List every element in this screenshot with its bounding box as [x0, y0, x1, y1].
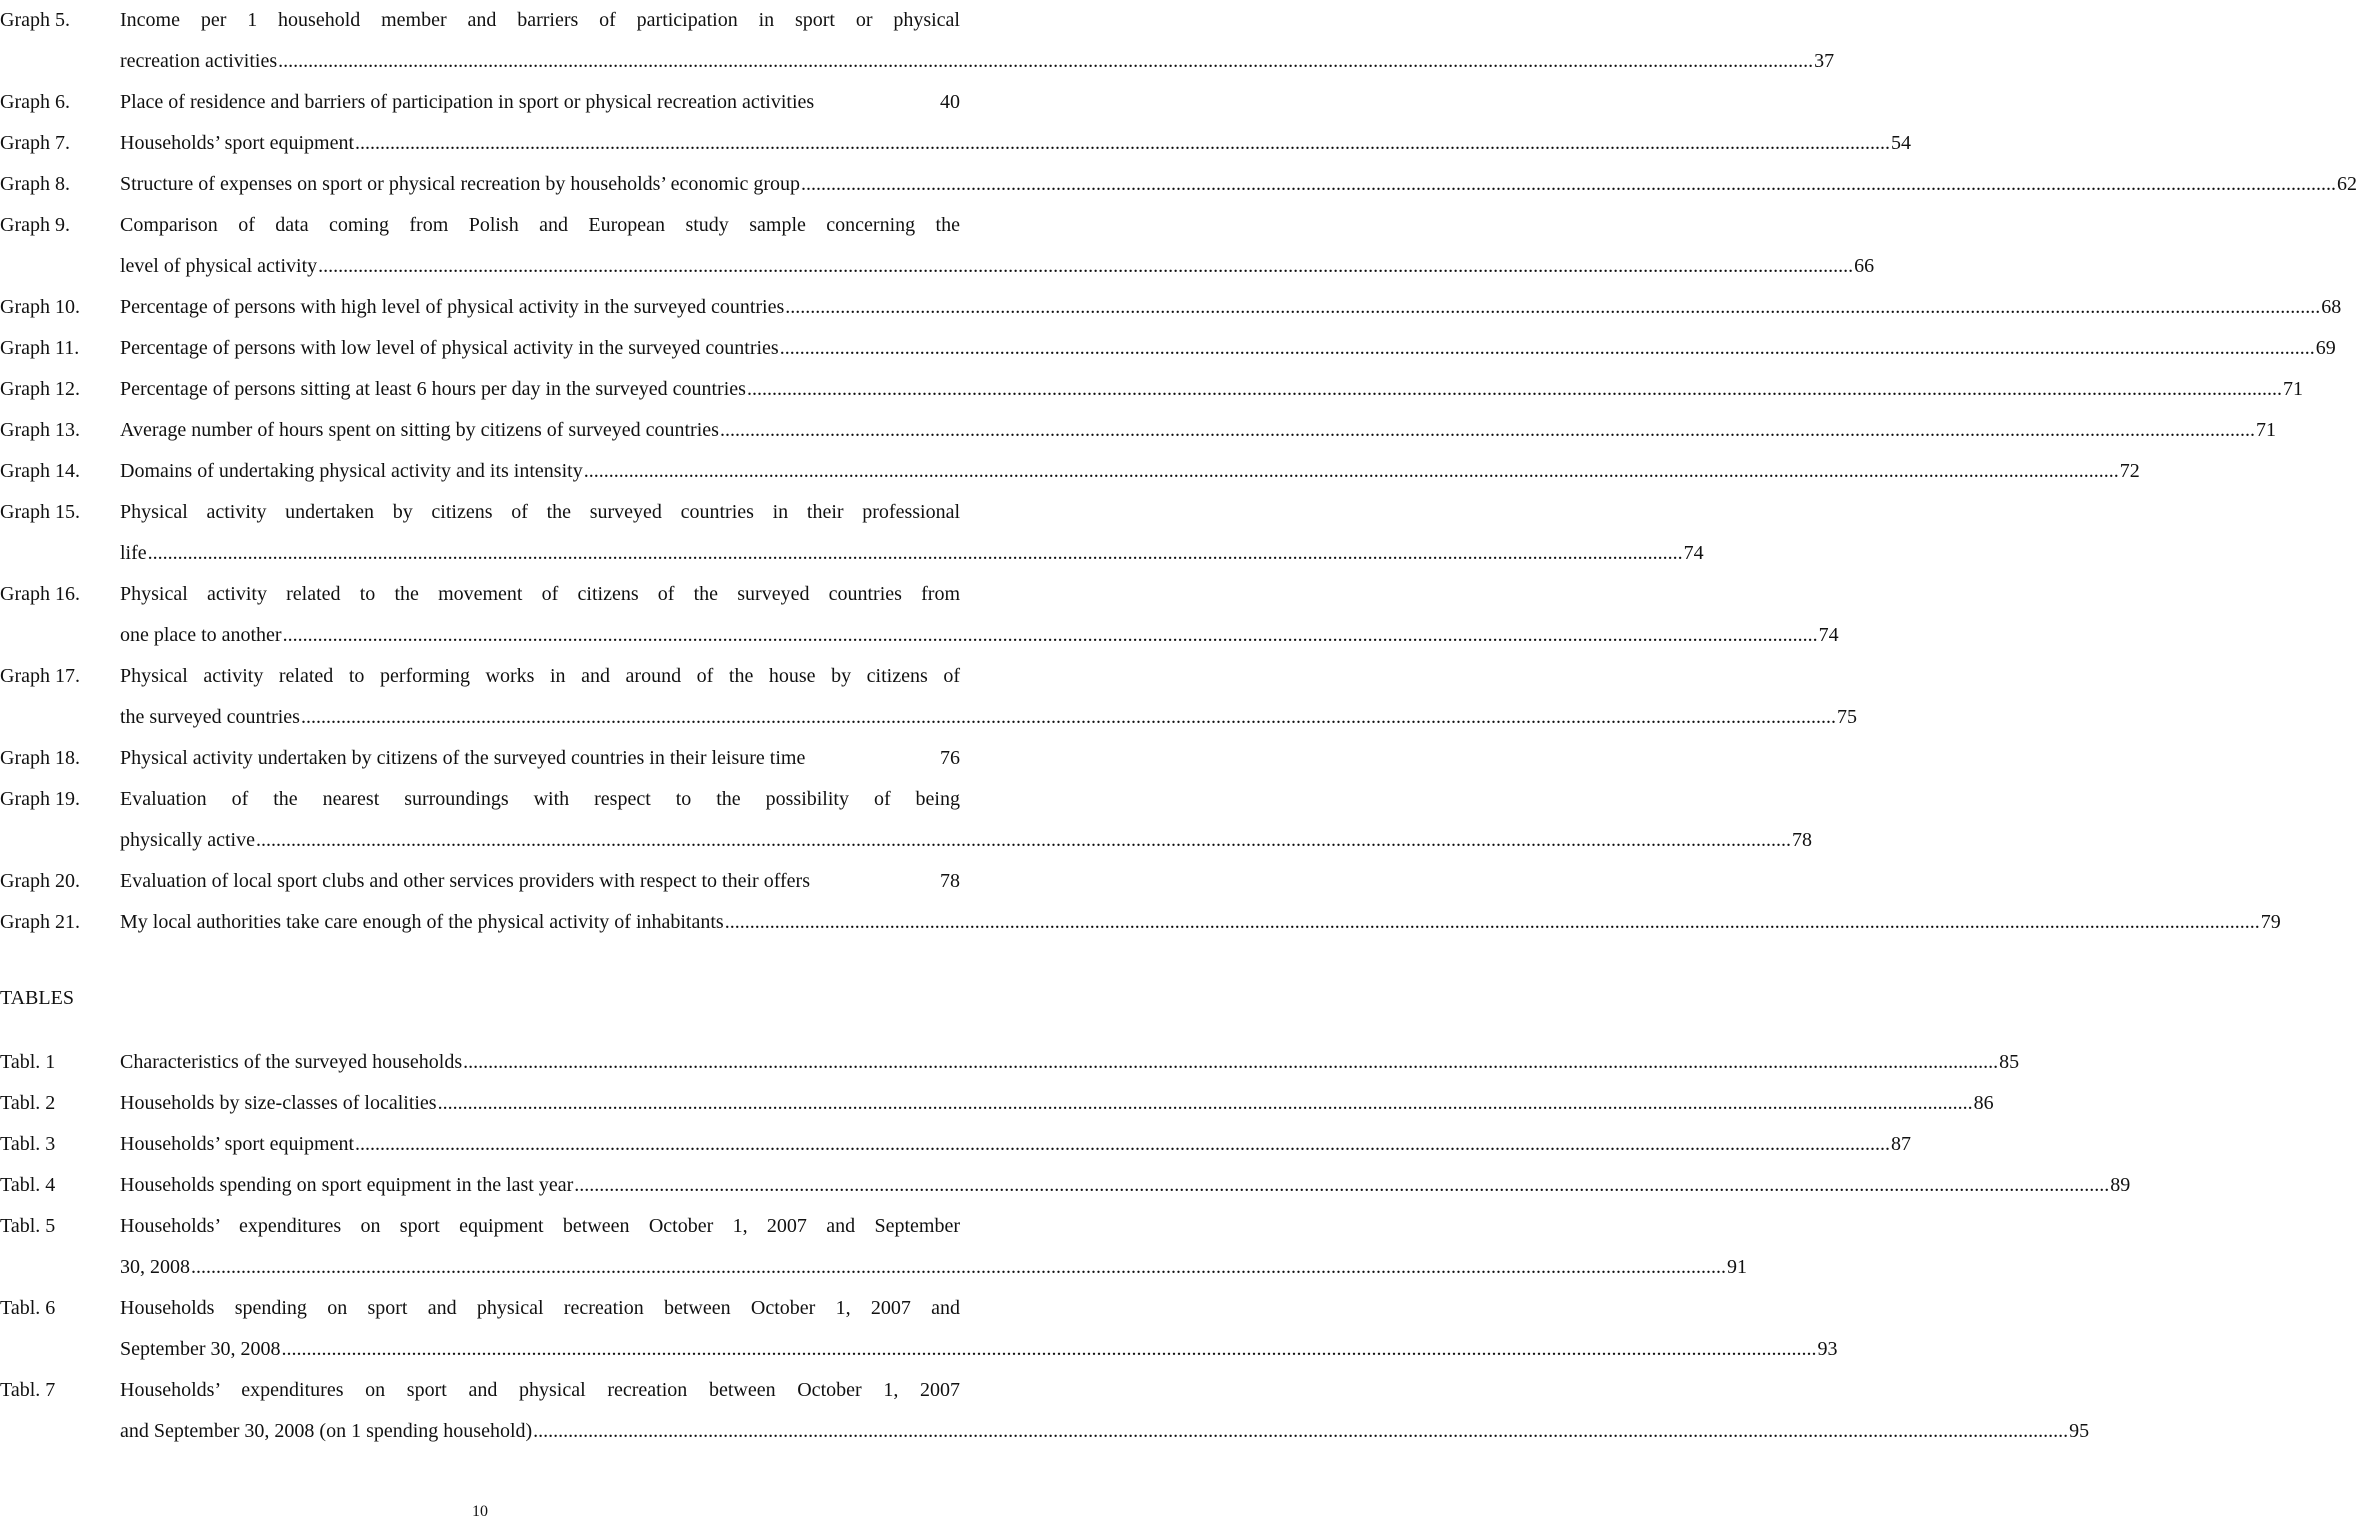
table-entry-label: Tabl. 7	[0, 1379, 56, 1401]
graph-entry-text	[120, 123, 1912, 164]
graph-entry-title-line: Physical activity related to performing works in and around of the house by citizens of	[120, 665, 960, 687]
graph-entry-page: 76	[940, 747, 960, 769]
table-entry-title-final-line	[120, 1042, 2020, 1083]
graph-entry-text	[120, 0, 1835, 82]
graph-entry-title: Percentage of persons sitting at least 6 hours per day in the surveyed countries	[120, 378, 746, 400]
graph-entry-label: Graph 6.	[0, 91, 70, 113]
dot-leader	[801, 164, 2336, 205]
graph-entry[interactable]	[0, 369, 2303, 410]
graph-entry-title-line: Physical activity related to the movement of citizens of the surveyed countries from	[120, 583, 960, 605]
graph-entry-title-final-line	[120, 82, 960, 123]
graph-entry-title: Domains of undertaking physical activity and its intensity	[120, 460, 583, 482]
table-entry-title-line: Households’ expenditures on sport equipment between October 1, 2007 and September	[120, 1215, 960, 1237]
table-entry-title-final-line	[120, 1411, 2090, 1452]
graph-entry-page: 71	[2255, 419, 2276, 441]
graph-entry-page: 78	[940, 870, 960, 892]
graph-entry-title: one place to another	[120, 624, 282, 646]
graph-entry[interactable]	[0, 164, 2357, 205]
graph-entry-label: Graph 11.	[0, 337, 80, 359]
graph-entry-title-final-line	[120, 533, 1704, 574]
table-entry[interactable]	[0, 1124, 1912, 1165]
graph-entry[interactable]	[0, 738, 960, 779]
graph-entry-label: Graph 7.	[0, 132, 70, 154]
graph-entry-label: Graph 14.	[0, 460, 80, 482]
dot-leader	[191, 1247, 1726, 1288]
dot-leader	[282, 1329, 1817, 1370]
graph-entry-label: Graph 12.	[0, 378, 80, 400]
graph-entry-title: Evaluation of local sport clubs and other services providers with respect to their offers	[120, 870, 810, 892]
graph-entry-text	[120, 779, 1812, 861]
table-entry-page: 91	[1727, 1256, 1747, 1278]
graph-entry-title-final-line	[120, 41, 1835, 82]
dot-leader	[256, 820, 1791, 861]
graph-entry-page: 74	[1683, 542, 1704, 564]
dot-leader	[148, 533, 1683, 574]
table-entry-title: September 30, 2008	[120, 1338, 281, 1360]
graph-entry-title-final-line	[120, 615, 1839, 656]
dot-leader	[785, 287, 2320, 328]
graph-entry-title-final-line	[120, 902, 2281, 943]
graph-entry-title: Physical activity undertaken by citizens of the surveyed countries in their leisure time	[120, 747, 806, 769]
graph-entry-title-line: Evaluation of the nearest surroundings with respect to the possibility of being	[120, 788, 960, 810]
table-entry-title-final-line	[120, 1124, 1912, 1165]
graph-entry[interactable]	[0, 902, 2281, 943]
table-entry[interactable]	[0, 1042, 2020, 1083]
table-entry-title-line: Households’ expenditures on sport and physical recreation between October 1, 2007	[120, 1379, 960, 1401]
dot-leader	[463, 1042, 1998, 1083]
graph-entry-title-final-line	[120, 861, 960, 902]
table-entry[interactable]	[0, 1083, 1994, 1124]
table-entry-label: Tabl. 6	[0, 1297, 56, 1319]
graph-entry-title-final-line	[120, 328, 2336, 369]
dot-leader	[780, 328, 2315, 369]
graph-entry-title: Percentage of persons with low level of physical activity in the surveyed countries	[120, 337, 779, 359]
table-entry-text	[120, 1124, 1912, 1165]
table-entry-text	[120, 1083, 1994, 1124]
graph-entry[interactable]	[0, 123, 1912, 164]
table-entry-label: Tabl. 5	[0, 1215, 56, 1237]
graph-entry-text	[120, 656, 1857, 738]
dot-leader	[438, 1083, 1973, 1124]
graph-entry-text	[120, 369, 2303, 410]
graph-entry-label: Graph 19.	[0, 788, 80, 810]
graph-entry[interactable]	[0, 328, 2336, 369]
graph-entry-title-final-line	[120, 451, 2140, 492]
dot-leader	[278, 41, 1813, 82]
table-entry-label: Tabl. 1	[0, 1051, 56, 1073]
table-entry-text	[120, 1288, 1838, 1370]
tables-heading: TABLES	[0, 987, 74, 1009]
graph-entry-title-final-line	[120, 123, 1912, 164]
graph-entry-label: Graph 13.	[0, 419, 80, 441]
graph-entry-label: Graph 5.	[0, 9, 70, 31]
graph-entry[interactable]	[0, 861, 960, 902]
graph-entry-title: Percentage of persons with high level of physical activity in the surveyed countries	[120, 296, 785, 318]
graph-entry-text	[120, 574, 1839, 656]
table-entry-label: Tabl. 4	[0, 1174, 56, 1196]
graph-entry-text	[120, 902, 2281, 943]
table-entry-page: 85	[1999, 1051, 2020, 1073]
graph-entry-text	[120, 287, 2342, 328]
graph-entry-label: Graph 20.	[0, 870, 80, 892]
table-entry[interactable]	[0, 1370, 2090, 1452]
table-entry-title-final-line	[120, 1247, 1747, 1288]
graph-entry-title-line: Comparison of data coming from Polish and European study sample concerning the	[120, 214, 960, 236]
graph-entry-title-final-line	[120, 164, 2357, 205]
dot-leader	[584, 451, 2119, 492]
graph-entry[interactable]	[0, 287, 2342, 328]
graph-entry-text	[120, 492, 1704, 574]
graph-entry-title: level of physical activity	[120, 255, 318, 277]
table-entry-title: and September 30, 2008 (on 1 spending household)	[120, 1420, 533, 1442]
graph-entry-title: the surveyed countries	[120, 706, 300, 728]
graph-entry-page: 54	[1891, 132, 1912, 154]
table-entry-title-line: Households spending on sport and physical recreation between October 1, 2007 and	[120, 1297, 960, 1319]
dot-leader	[574, 1165, 2109, 1206]
graph-entry-page: 79	[2260, 911, 2281, 933]
table-entry-label: Tabl. 3	[0, 1133, 56, 1155]
graph-entry-page: 37	[1814, 50, 1835, 72]
table-entry[interactable]	[0, 1288, 1838, 1370]
table-entry-title-final-line	[120, 1329, 1838, 1370]
dot-leader	[301, 697, 1836, 738]
graph-entry-page: 68	[2321, 296, 2342, 318]
table-entry-text	[120, 1165, 2131, 1206]
graph-entry-label: Graph 17.	[0, 665, 80, 687]
table-entry-title: Households by size-classes of localities	[120, 1092, 437, 1114]
graph-entry-title: Structure of expenses on sport or physical recreation by households’ economic group	[120, 173, 800, 195]
table-entry-page: 86	[1973, 1092, 1994, 1114]
table-entry-page: 95	[2069, 1420, 2090, 1442]
graph-entry-page: 71	[2282, 378, 2303, 400]
graph-entry-label: Graph 9.	[0, 214, 70, 236]
table-entry-label: Tabl. 2	[0, 1092, 56, 1114]
graph-entry-text	[120, 328, 2336, 369]
dot-leader	[318, 246, 1853, 287]
dot-leader	[747, 369, 2282, 410]
graph-entry-title-line: Physical activity undertaken by citizens of the surveyed countries in their professional	[120, 501, 960, 523]
page-number: 10	[472, 1503, 488, 1520]
graph-entry[interactable]	[0, 492, 1704, 574]
graph-entry-label: Graph 16.	[0, 583, 80, 605]
graph-entry-page: 75	[1836, 706, 1857, 728]
graph-entry[interactable]	[0, 410, 2276, 451]
table-entry-title: Households’ sport equipment	[120, 1133, 355, 1155]
graph-entry-title: life	[120, 542, 147, 564]
graph-entry-title-final-line	[120, 369, 2303, 410]
graph-entry-title-final-line	[120, 697, 1857, 738]
graph-entry-text	[120, 82, 960, 123]
graph-entry-page: 78	[1791, 829, 1812, 851]
graph-entry-text	[120, 861, 960, 902]
graph-entry[interactable]	[0, 82, 960, 123]
graph-entry-title-final-line	[120, 246, 1875, 287]
graph-entry-text	[120, 410, 2276, 451]
table-entry-text	[120, 1206, 1747, 1288]
graph-entry-label: Graph 18.	[0, 747, 80, 769]
graph-entry-label: Graph 8.	[0, 173, 70, 195]
table-entry-title-final-line	[120, 1083, 1994, 1124]
graph-entry[interactable]	[0, 451, 2140, 492]
graph-entry-page: 74	[1818, 624, 1839, 646]
graph-entry-text	[120, 738, 960, 779]
table-entry[interactable]	[0, 1165, 2131, 1206]
dot-leader	[355, 123, 1890, 164]
graph-entry-page: 72	[2119, 460, 2140, 482]
table-entry-title: Households spending on sport equipment in the last year	[120, 1174, 574, 1196]
graph-entry-page: 66	[1854, 255, 1875, 277]
graph-entry-page: 62	[2337, 173, 2357, 195]
graph-entry-title-line: Income per 1 household member and barriers of participation in sport or physical	[120, 9, 960, 31]
graph-entry-title: Place of residence and barriers of participation in sport or physical recreation activities	[120, 91, 815, 113]
graph-entry-page: 40	[940, 91, 960, 113]
graph-entry[interactable]	[0, 205, 1875, 287]
graph-entry-page: 69	[2315, 337, 2336, 359]
graph-entry-title: recreation activities	[120, 50, 278, 72]
table-entry[interactable]	[0, 1206, 1747, 1288]
tables-list	[0, 1042, 2131, 1452]
graph-entry[interactable]	[0, 656, 1857, 738]
table-entry-text	[120, 1370, 2090, 1452]
graph-entry-label: Graph 21.	[0, 911, 80, 933]
graph-entry-text	[120, 164, 2357, 205]
dot-leader	[533, 1411, 2068, 1452]
table-entry-title-final-line	[120, 1165, 2131, 1206]
graph-entry-label: Graph 10.	[0, 296, 80, 318]
graph-entry-title-final-line	[120, 410, 2276, 451]
graph-entry-text	[120, 205, 1875, 287]
table-entry-page: 89	[2110, 1174, 2131, 1196]
dot-leader	[355, 1124, 1890, 1165]
graph-entry-text	[120, 451, 2140, 492]
graph-entry-title-final-line	[120, 287, 2342, 328]
dot-leader	[725, 902, 2260, 943]
graph-entry-title: Average number of hours spent on sitting by citizens of surveyed countries	[120, 419, 719, 441]
graph-entry-title: Households’ sport equipment	[120, 132, 355, 154]
graph-entry-label: Graph 15.	[0, 501, 80, 523]
table-entry-title: Characteristics of the surveyed households	[120, 1051, 463, 1073]
graph-entry-title-final-line	[120, 738, 960, 779]
graph-entry[interactable]	[0, 574, 1839, 656]
graph-entry-title: My local authorities take care enough of the physical activity of inhabitants	[120, 911, 724, 933]
table-entry-page: 87	[1891, 1133, 1912, 1155]
graph-entry-title-final-line	[120, 820, 1812, 861]
dot-leader	[720, 410, 2255, 451]
table-entry-page: 93	[1817, 1338, 1838, 1360]
dot-leader	[283, 615, 1818, 656]
table-entry-title: 30, 2008	[120, 1256, 190, 1278]
graph-entry[interactable]	[0, 0, 1835, 82]
graph-entry[interactable]	[0, 779, 1812, 861]
graph-entry-title: physically active	[120, 829, 255, 851]
table-entry-text	[120, 1042, 2020, 1083]
